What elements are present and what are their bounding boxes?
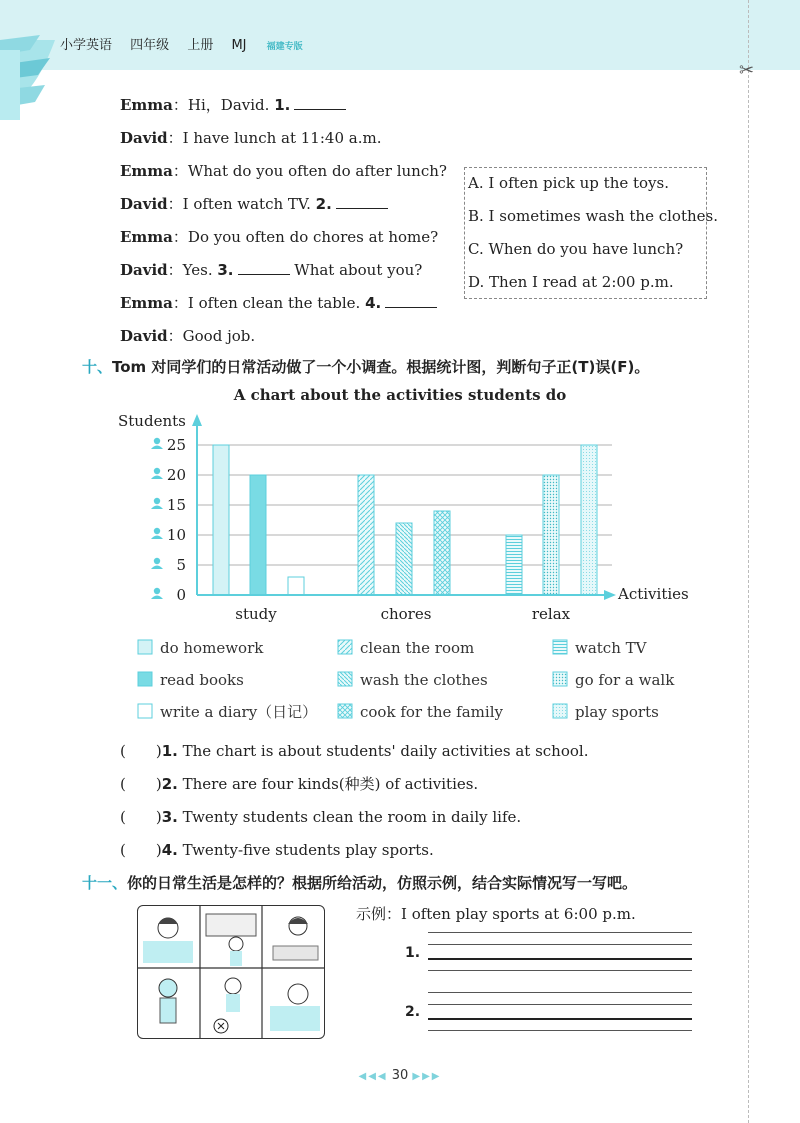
dialogue-line	[120, 193, 388, 214]
tf-answer-paren[interactable]: ( )	[120, 841, 162, 859]
answer-guide-line	[428, 992, 692, 993]
legend-swatch	[553, 640, 567, 654]
person-icon-head	[154, 528, 160, 534]
answer-blank[interactable]	[294, 95, 346, 110]
legend-label: watch TV	[575, 639, 647, 657]
legend-label: play sports	[575, 703, 659, 721]
dialogue-speaker: David	[120, 195, 168, 213]
dialogue-colon: ：	[172, 294, 188, 312]
chart-bar	[543, 475, 559, 595]
dialogue-text: What do you often do after lunch?	[187, 162, 447, 180]
dialogue-colon: ：	[172, 228, 188, 246]
legend-label: go for a walk	[575, 671, 675, 689]
x-category-label: study	[235, 605, 277, 623]
chart-bar	[358, 475, 374, 595]
dialogue-speaker: David	[120, 261, 168, 279]
page-number-row	[0, 1068, 800, 1083]
tf-answer-paren[interactable]: ( )	[120, 775, 162, 793]
answer-blank[interactable]	[336, 194, 388, 209]
y-tick-label: 25	[166, 436, 186, 454]
option-b: B. I sometimes wash the clothes.	[468, 207, 718, 225]
tf-answer-paren[interactable]: ( )	[120, 808, 162, 826]
chart-bar	[434, 511, 450, 595]
dialogue-colon: ：	[172, 96, 188, 114]
bar-chart	[0, 400, 800, 735]
person-icon-head	[154, 588, 160, 594]
chart-bar	[506, 535, 522, 595]
page-arrows-right-icon: ▶▶▶	[412, 1071, 442, 1082]
section-10-number: 十、	[82, 358, 113, 376]
legend-swatch	[553, 704, 567, 718]
page-arrows-left-icon: ◀◀◀	[358, 1071, 388, 1082]
tf-item	[120, 839, 434, 860]
blank-number: 1.	[274, 96, 291, 114]
answer-guide-line	[428, 1030, 692, 1031]
section-10-text: Tom 对同学们的日常活动做了一个小调查。根据统计图，判断句子正(T)误(F)。	[112, 358, 650, 376]
section-10-title	[82, 356, 649, 377]
person-icon	[151, 588, 163, 599]
answer-guide-line	[428, 1004, 692, 1005]
dialogue-colon: ：	[167, 261, 183, 279]
person-icon-head	[154, 438, 160, 444]
legend-swatch	[553, 672, 567, 686]
tf-number: 3.	[161, 808, 178, 826]
answer-guide-line	[428, 944, 692, 945]
dialogue-speaker: David	[120, 129, 168, 147]
dialogue-text: Hi，David.	[187, 96, 275, 114]
chart-bar	[581, 445, 597, 595]
dialogue-colon: ：	[167, 327, 183, 345]
x-category-label: relax	[531, 605, 571, 623]
tf-answer-paren[interactable]: ( )	[120, 742, 162, 760]
answer-line-2[interactable]	[428, 1018, 692, 1020]
chart-bar	[213, 445, 229, 595]
legend-label: cook for the family	[360, 703, 503, 721]
person-icon-body	[151, 476, 163, 480]
person-icon	[151, 468, 163, 479]
header-volume: 上册	[187, 38, 214, 53]
chart-title: A chart about the activities students do	[233, 386, 567, 404]
tf-item	[120, 740, 588, 761]
dialogue-text: Good job.	[182, 327, 256, 345]
y-tick-label: 10	[166, 526, 186, 544]
y-tick-label: 0	[176, 586, 186, 604]
dialogue-speaker: Emma	[120, 294, 173, 312]
dialogue-speaker: David	[120, 327, 168, 345]
answer-line-1[interactable]	[428, 958, 692, 960]
dialogue-text: Do you often do chores at home?	[187, 228, 439, 246]
header-badge: 福建专版	[266, 42, 303, 52]
legend-swatch	[138, 640, 152, 654]
legend-swatch	[338, 672, 352, 686]
tf-number: 2.	[161, 775, 178, 793]
scissors-icon: ✂	[739, 60, 755, 81]
answer-guide-line	[428, 932, 692, 933]
dialogue-line	[120, 127, 381, 148]
person-icon-body	[151, 446, 163, 450]
person-icon-head	[154, 558, 160, 564]
option-a: A. I often pick up the toys.	[468, 174, 669, 192]
dialogue-text: I have lunch at 11:40 a.m.	[182, 129, 382, 147]
tf-number: 1.	[161, 742, 178, 760]
person-icon	[151, 558, 163, 569]
tf-text: Twenty-five students play sports.	[177, 841, 434, 859]
dialogue-colon: ：	[167, 129, 183, 147]
dialogue-speaker: Emma	[120, 96, 173, 114]
person-icon-body	[151, 536, 163, 540]
tf-item	[120, 806, 521, 827]
legend-label: write a diary（日记）	[160, 703, 318, 721]
dialogue-line	[120, 94, 346, 115]
person-icon-head	[154, 498, 160, 504]
tf-item	[120, 773, 478, 794]
section-11-text: 你的日常生活是怎样的？根据所给活动，仿照示例，结合实际情况写一写吧。	[127, 874, 638, 892]
x-axis-arrow	[604, 590, 616, 600]
dialogue-speaker: Emma	[120, 228, 173, 246]
option-d: D. Then I read at 2:00 p.m.	[468, 273, 674, 291]
page-number: 30	[391, 1068, 409, 1083]
blank-number: 4.	[365, 294, 382, 312]
dialogue-colon: ：	[172, 162, 188, 180]
person-icon-body	[151, 506, 163, 510]
answer-number-1: 1.	[405, 945, 421, 961]
dialogue-line	[120, 160, 447, 181]
tf-text: There are four kinds(种类) of activities.	[177, 775, 479, 793]
y-axis-label: Students	[118, 412, 186, 430]
y-tick-label: 5	[176, 556, 186, 574]
blank-number: 2.	[315, 195, 332, 213]
legend-swatch	[338, 704, 352, 718]
section-11-title	[82, 872, 637, 893]
tf-text: Twenty students clean the room in daily life.	[177, 808, 522, 826]
y-tick-label: 15	[166, 496, 186, 514]
person-icon-head	[154, 468, 160, 474]
dialogue-line	[120, 325, 255, 346]
header-edition: MJ	[231, 38, 247, 53]
answer-blank[interactable]	[238, 260, 290, 275]
x-category-label: chores	[380, 605, 432, 623]
tf-number: 4.	[161, 841, 178, 859]
legend-label: wash the clothes	[360, 671, 488, 689]
answer-guide-line	[428, 970, 692, 971]
dialogue-text: I often watch TV.	[182, 195, 316, 213]
person-icon	[151, 498, 163, 509]
daily-life-illustration	[137, 905, 325, 1039]
person-icon-body	[151, 566, 163, 570]
legend-swatch	[338, 640, 352, 654]
chart-bar	[250, 475, 266, 595]
person-icon-body	[151, 596, 163, 600]
section-11-number: 十一、	[82, 874, 128, 892]
dialogue-text: I often clean the table.	[187, 294, 366, 312]
dialogue-line	[120, 259, 422, 280]
pagoda-icon	[0, 30, 60, 120]
dialogue-line	[120, 226, 438, 247]
dialogue-speaker: Emma	[120, 162, 173, 180]
dialogue-colon: ：	[167, 195, 183, 213]
x-axis-label: Activities	[618, 585, 689, 603]
dialogue-line	[120, 292, 437, 313]
header-grade: 四年级	[130, 38, 170, 53]
tf-text: The chart is about students' daily activities at school.	[177, 742, 589, 760]
answer-blank[interactable]	[385, 293, 437, 308]
chart-bar	[396, 523, 412, 595]
answer-number-2: 2.	[405, 1004, 421, 1020]
dialogue-text: Yes.	[182, 261, 218, 279]
y-axis-arrow	[192, 414, 202, 426]
header-subject: 小学英语	[60, 38, 113, 53]
legend-swatch	[138, 704, 152, 718]
legend-label: clean the room	[360, 639, 475, 657]
legend-swatch	[138, 672, 152, 686]
y-tick-label: 20	[166, 466, 186, 484]
legend-label: do homework	[160, 639, 264, 657]
header-text	[60, 34, 317, 53]
option-c: C. When do you have lunch?	[468, 240, 684, 258]
dialogue-text-after: What about you?	[289, 261, 423, 279]
person-icon	[151, 438, 163, 449]
person-icon	[151, 528, 163, 539]
blank-number: 3.	[217, 261, 234, 279]
chart-bar	[288, 577, 304, 595]
legend-label: read books	[160, 671, 244, 689]
example-sentence: 示例：I often play sports at 6:00 p.m.	[356, 905, 636, 923]
